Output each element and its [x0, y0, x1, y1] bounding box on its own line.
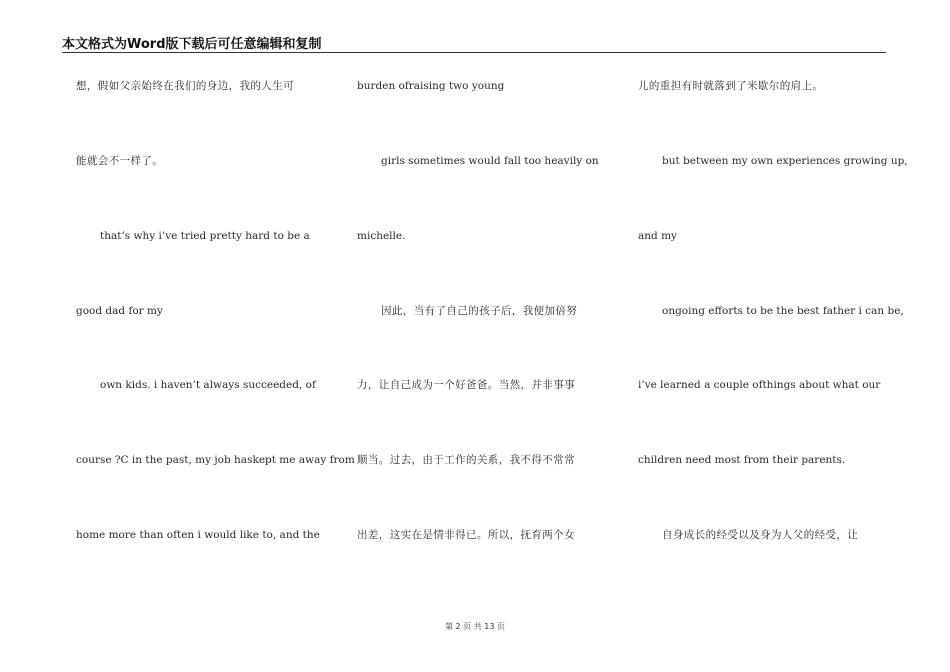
- text-column-2: [357, 0, 597, 672]
- text-line: 出差，这实在是情非得已。所以，抚育两个女: [357, 529, 575, 541]
- text-line: burden ofraising two young: [357, 80, 505, 92]
- text-line: ongoing efforts to be the best father i can be,: [662, 305, 904, 317]
- text-line: 儿的重担有时就落到了米歇尔的肩上。: [638, 80, 824, 92]
- text-line: 能就会不一样了。: [76, 155, 164, 167]
- text-line: 想，假如父亲始终在我们的身边，我的人生可: [76, 80, 294, 92]
- text-line: 自身成长的经受以及身为人父的经受，让: [662, 529, 859, 541]
- text-line: girls sometimes would fall too heavily on: [381, 155, 599, 167]
- document-title: 本文格式为Word版下载后可任意编辑和复制: [62, 37, 322, 52]
- text-line: and my: [638, 230, 677, 242]
- text-line: but between my own experiences growing up,: [662, 155, 908, 167]
- text-line: home more than often i would like to, and the: [76, 529, 320, 541]
- text-line: that’s why i’ve tried pretty hard to be a: [100, 230, 310, 242]
- text-line: i’ve learned a couple ofthings about what our: [638, 379, 881, 391]
- text-line: 因此，当有了自己的孩子后，我便加倍努: [381, 305, 578, 317]
- text-line: 顺当。过去，由于工作的关系，我不得不常常: [357, 454, 575, 466]
- text-column-1: [76, 0, 355, 672]
- text-line: 力，让自己成为一个好爸爸。当然，并非事事: [357, 379, 575, 391]
- text-line: michelle.: [357, 230, 406, 242]
- page-number-footer: 第 2 页 共 13 页: [445, 622, 505, 631]
- text-line: children need most from their parents.: [638, 454, 846, 466]
- text-column-3: [638, 0, 908, 672]
- text-line: good dad for my: [76, 305, 163, 317]
- text-line: own kids. i haven’t always succeeded, of: [100, 379, 316, 391]
- text-line: course ?C in the past, my job haskept me away from: [76, 454, 355, 466]
